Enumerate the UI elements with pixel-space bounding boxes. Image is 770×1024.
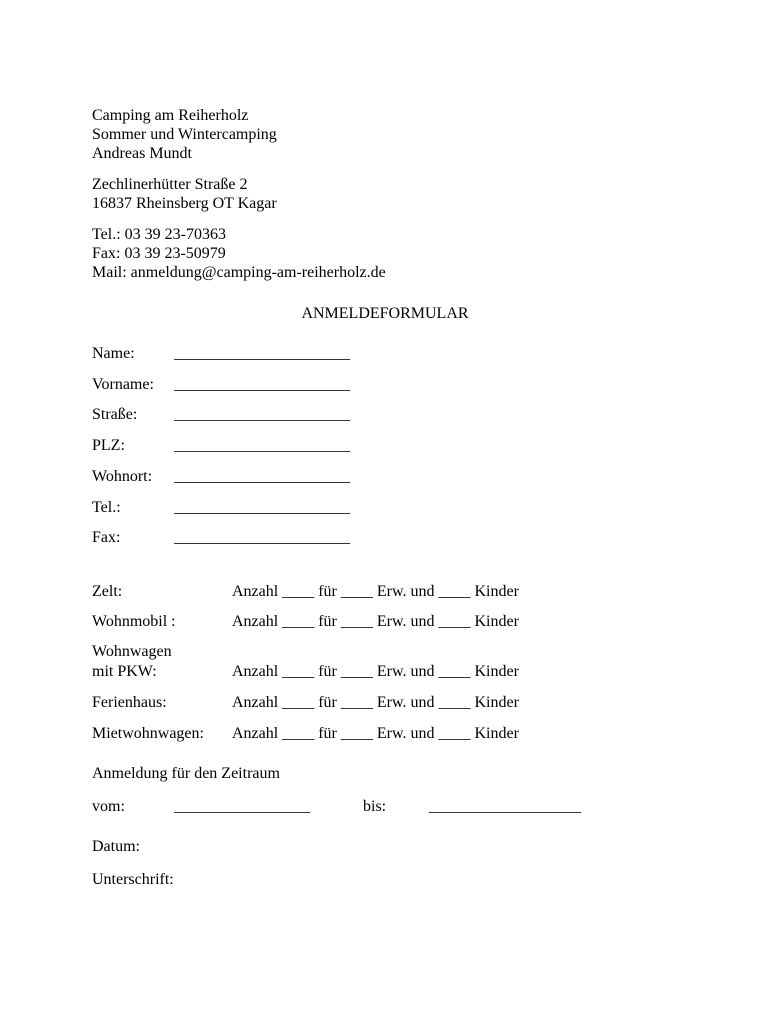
signature-label: Unterschrift: [92, 871, 174, 888]
address-street: Zechlinerhütter Straße 2 [92, 176, 248, 193]
field-label: PLZ: [92, 437, 125, 454]
category-row-wohnmobil [92, 612, 519, 631]
field-row-fax [92, 528, 350, 547]
header-block [92, 106, 732, 163]
count-blanks: Anzahl ____ für ____ Erw. und ____ Kinder [232, 613, 519, 630]
category-label: Zelt: [92, 583, 123, 600]
category-label: Wohnmobil : [92, 613, 176, 630]
to-label: bis: [363, 798, 387, 815]
field-row-strasse [92, 405, 350, 424]
field-label: Straße: [92, 406, 138, 423]
from-blank-line: _________________ [174, 798, 310, 815]
field-row-wohnort [92, 467, 350, 486]
field-row-name [92, 344, 350, 363]
form-title: ANMELDEFORMULAR [301, 305, 469, 322]
count-blanks: Anzahl ____ für ____ Erw. und ____ Kinder [232, 725, 519, 742]
field-row-plz [92, 436, 350, 455]
contact-block [92, 225, 732, 282]
field-label: Vorname: [92, 376, 154, 393]
field-blank-line: ______________________ [174, 345, 350, 362]
field-blank-line: ______________________ [174, 437, 350, 454]
category-label-line2: mit PKW: [92, 663, 157, 680]
address-block [92, 175, 732, 213]
registration-form-page [92, 106, 732, 888]
category-row-ferienhaus [92, 693, 519, 712]
field-blank-line: ______________________ [174, 529, 350, 546]
field-label: Tel.: [92, 499, 121, 516]
field-blank-line: ______________________ [174, 406, 350, 423]
category-row-wohnwagen [92, 643, 519, 681]
period-row [92, 797, 652, 816]
business-name: Camping am Reiherholz [92, 107, 249, 124]
category-label: Mietwohnwagen: [92, 725, 204, 742]
date-label: Datum: [92, 838, 140, 855]
contact-tel: Tel.: 03 39 23-70363 [92, 226, 226, 243]
count-blanks: Anzahl ____ für ____ Erw. und ____ Kinder [232, 583, 519, 600]
period-heading: Anmeldung für den Zeitraum [92, 765, 280, 782]
address-city: 16837 Rheinsberg OT Kagar [92, 195, 277, 212]
contact-mail: Mail: anmeldung@camping-am-reiherholz.de [92, 264, 386, 281]
field-label: Name: [92, 345, 135, 362]
from-label: vom: [92, 798, 125, 815]
count-blanks: Anzahl ____ für ____ Erw. und ____ Kinder [232, 694, 519, 711]
field-blank-line: ______________________ [174, 376, 350, 393]
category-row-zelt [92, 582, 519, 601]
count-blanks: Anzahl ____ für ____ Erw. und ____ Kinder [232, 663, 519, 680]
field-blank-line: ______________________ [174, 499, 350, 516]
category-label: Ferienhaus: [92, 694, 167, 711]
business-tagline: Sommer und Wintercamping [92, 126, 277, 143]
contact-fax: Fax: 03 39 23-50979 [92, 245, 226, 262]
category-row-mietwohnwagen [92, 724, 519, 743]
field-row-vorname [92, 375, 350, 394]
field-blank-line: ______________________ [174, 468, 350, 485]
field-label: Fax: [92, 529, 121, 546]
to-blank-line: ___________________ [429, 798, 581, 815]
category-label-line1: Wohnwagen [92, 643, 172, 660]
field-label: Wohnort: [92, 468, 153, 485]
owner-name: Andreas Mundt [92, 145, 192, 162]
field-row-tel [92, 498, 350, 517]
